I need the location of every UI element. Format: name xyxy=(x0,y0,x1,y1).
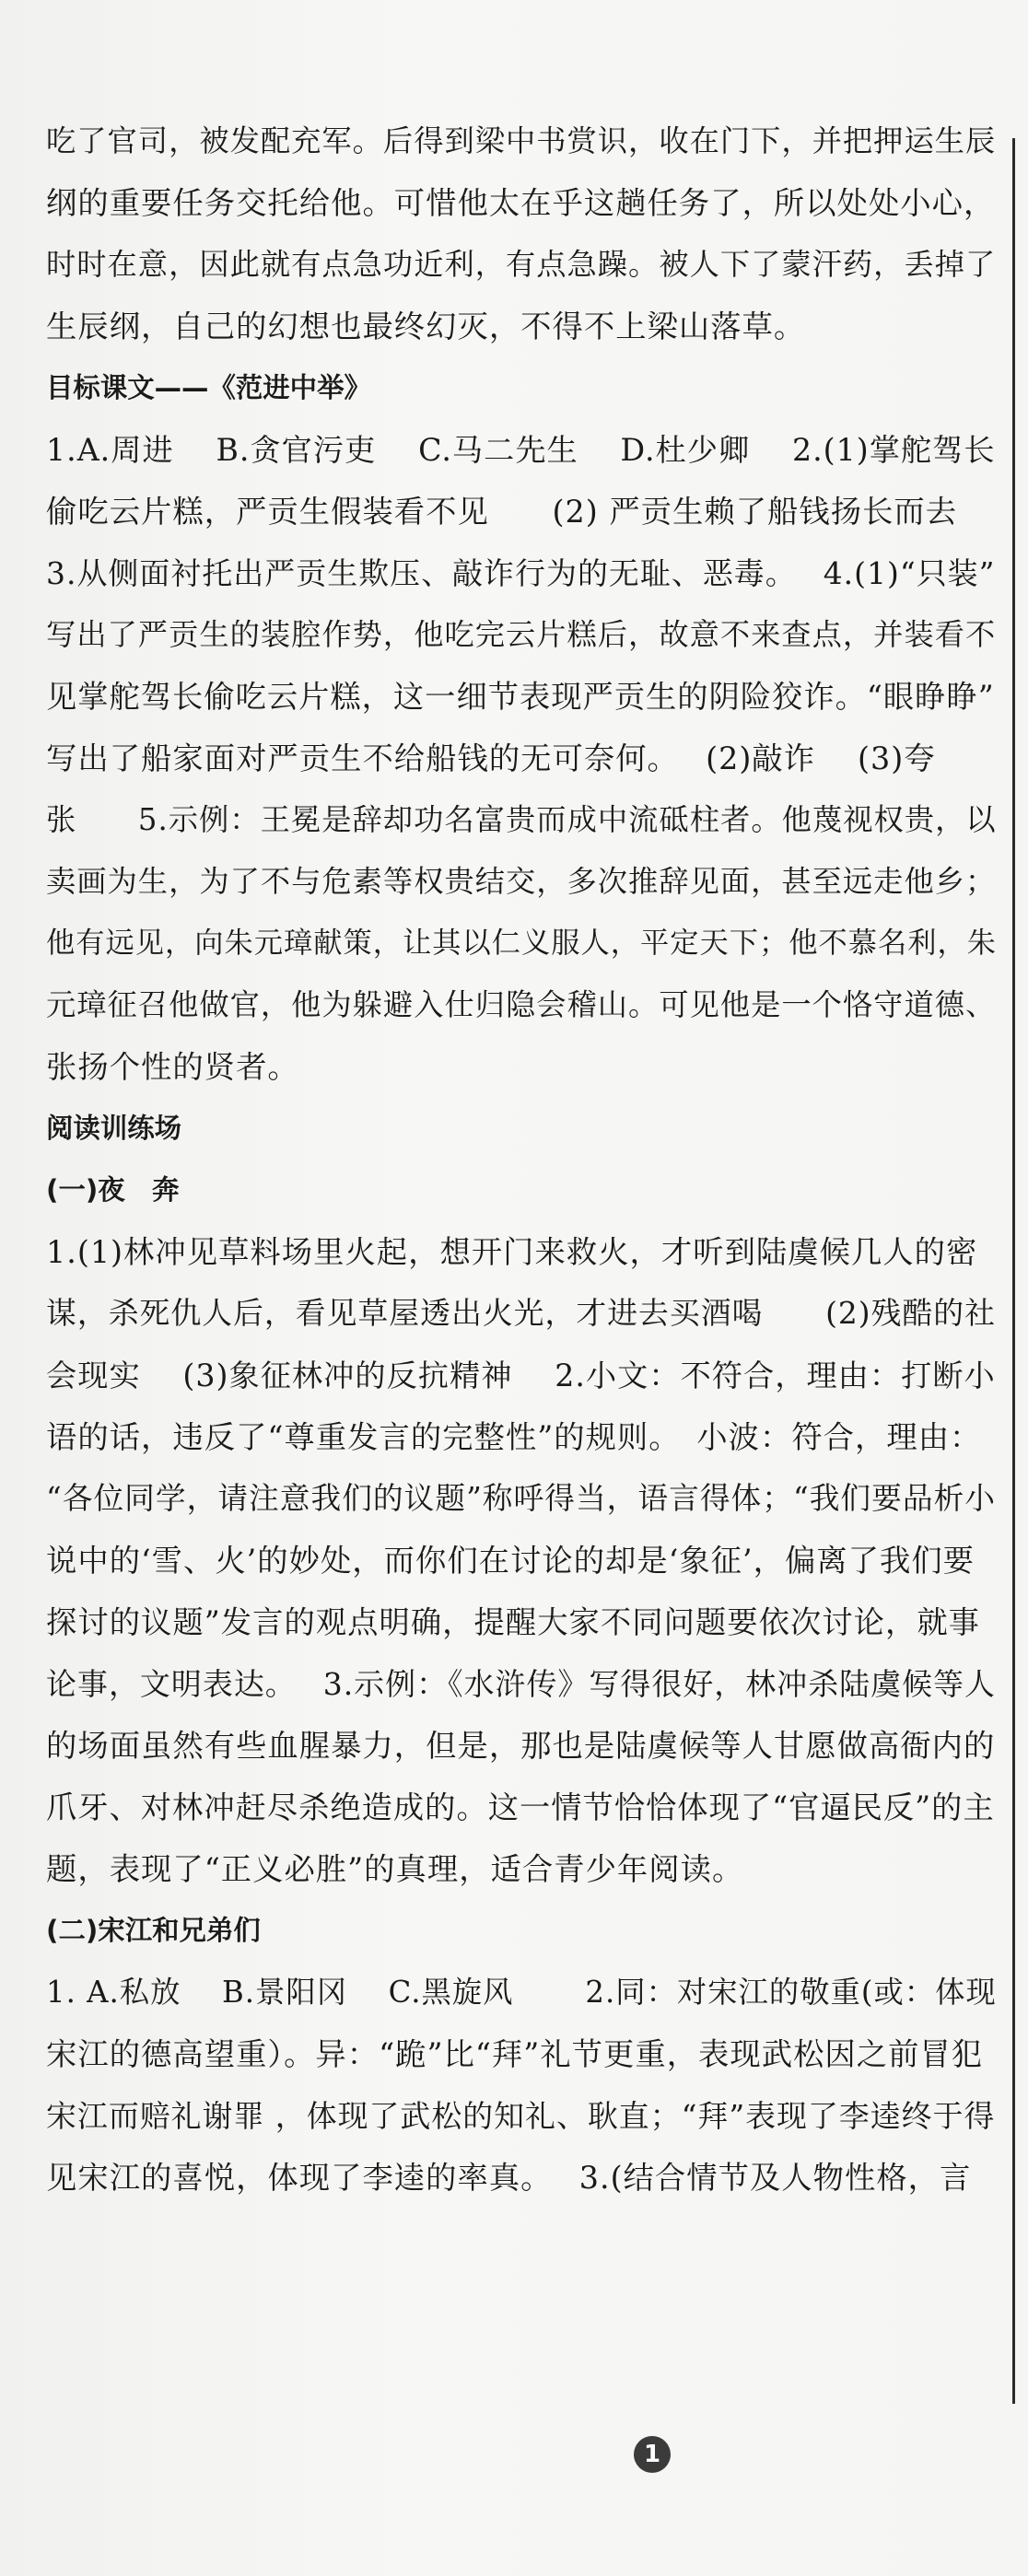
text-line: 见掌舵驾长偷吃云片糕，这一细节表现严贡生的阴险狡诈。“眼睁睁” xyxy=(46,679,995,715)
section-heading: 目标课文——《范进中举》 xyxy=(46,372,371,403)
text-line: 宋江而赔礼谢罪 ，体现了武松的知礼、耿直；“拜”表现了李逵终于得 xyxy=(46,2098,996,2134)
section-heading: 阅读训练场 xyxy=(46,1113,182,1144)
text-line: 卖画为生，为了不与危素等权贵结交，多次推辞见面，甚至远走他乡； xyxy=(46,864,997,899)
text-line: 宋江的德高望重）。异：“跪”比“拜”礼节更重，表现武松因之前冒犯 xyxy=(46,2036,984,2072)
text-line: 偷吃云片糕，严贡生假装看不见 (2) 严贡生赖了船钱扬长而去 xyxy=(46,494,958,530)
text-line: 谋，杀死仇人后，看见草屋透出火光，才进去买酒喝 (2)残酷的社 xyxy=(46,1296,996,1331)
section-heading: (二)宋江和兄弟们 xyxy=(46,1915,261,1946)
text-line: 1.(1)林冲见草料场里火起，想开门来救火，才听到陆虞候几人的密 xyxy=(46,1234,978,1270)
text-line: 爪牙、对林冲赶尽杀绝造成的。这一情节恰恰体现了“官逼民反”的主 xyxy=(46,1789,995,1825)
text-line: 纲的重要任务交托给他。可惜他太在乎这趟任务了，所以处处小心， xyxy=(46,185,996,221)
text-line: 写出了严贡生的装腔作势，他吃完云片糕后，故意不来查点，并装看不 xyxy=(46,617,997,652)
text-line: “各位同学，请注意我们的议题”称呼得当，语言得体；“我们要品析小 xyxy=(46,1481,997,1516)
section-heading: (一)夜 奔 xyxy=(46,1174,180,1206)
text-line: 说中的‘雪、火’的妙处，而你们在讨论的却是‘象征’，偏离了我们要 xyxy=(46,1543,975,1579)
text-line: 元璋征召他做官，他为躲避入仕归隐会稽山。可见他是一个恪守道德、 xyxy=(46,987,997,1022)
text-line: 论事，文明表达。 3.示例：《水浒传》写得很好，林冲杀陆虞候等人 xyxy=(46,1666,997,1702)
text-line: 探讨的议题”发言的观点明确，提醒大家不同问题要依次讨论，就事 xyxy=(46,1604,981,1640)
text-line: 1. A.私放 B.景阳冈 C.黑旋风 2.同：对宋江的敬重(或：体现 xyxy=(46,1975,997,2010)
text-line: 见宋江的喜悦，体现了李逵的率真。 3.(结合情节及人物性格，言 xyxy=(46,2160,972,2196)
text-line: 的场面虽然有些血腥暴力，但是，那也是陆虞候等人甘愿做高衙内的 xyxy=(46,1728,996,1764)
page-number-badge: 1 xyxy=(634,2436,671,2473)
text-line: 写出了船家面对严贡生不给船钱的无可奈何。 (2)敲诈 (3)夸 xyxy=(46,740,936,776)
text-line: 时时在意，因此就有点急功近利，有点急躁。被人下了蒙汗药，丢掉了 xyxy=(46,247,997,282)
text-line: 1.A.周进 B.贪官污吏 C.马二先生 D.杜少卿 2.(1)掌舵驾长 xyxy=(46,432,996,468)
text-line: 题，表现了“正义必胜”的真理，适合青少年阅读。 xyxy=(46,1851,744,1887)
text-line: 张扬个性的贤者。 xyxy=(46,1049,299,1085)
answer-text-body xyxy=(46,111,1013,2209)
text-line: 语的话，违反了“尊重发言的完整性”的规则。 小波：符合，理由： xyxy=(46,1419,982,1455)
text-line: 吃了官司，被发配充军。后得到梁中书赏识，收在门下，并把押运生辰 xyxy=(46,123,997,158)
text-line: 会现实 (3)象征林冲的反抗精神 2.小文：不符合，理由：打断小 xyxy=(46,1358,996,1393)
text-line: 张 5.示例：王冕是辞却功名富贵而成中流砥柱者。他蔑视权贵，以 xyxy=(46,802,997,837)
text-line: 生辰纲，自己的幻想也最终幻灭，不得不上梁山落草。 xyxy=(46,309,806,344)
text-line: 他有远见，向朱元璋献策，让其以仁义服人，平定天下；他不慕名利，朱 xyxy=(46,927,997,960)
text-line: 3.从侧面衬托出严贡生欺压、敲诈行为的无耻、恶毒。 4.(1)“只装” xyxy=(46,555,996,591)
